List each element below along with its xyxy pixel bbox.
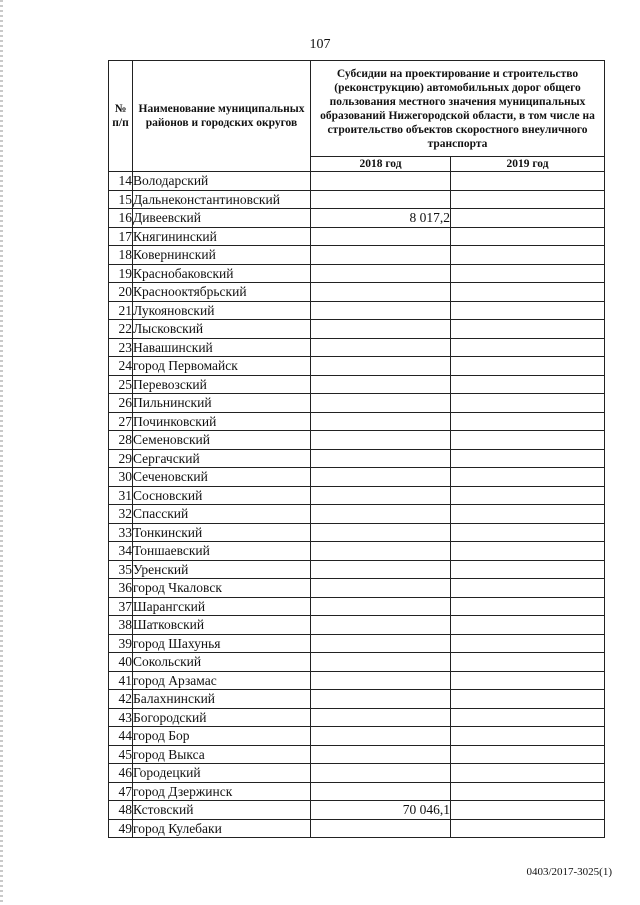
table-row: [109, 375, 605, 394]
table-row: [109, 264, 605, 283]
row-number: 31: [109, 486, 133, 505]
row-number: 26: [109, 394, 133, 413]
row-value-2019: [451, 394, 605, 413]
header-num: № п/п: [109, 61, 133, 172]
row-value-2018: [311, 394, 451, 413]
row-number: 27: [109, 412, 133, 431]
table-row: [109, 468, 605, 487]
header-name: Наименование муниципальных районов и городских округов: [133, 61, 311, 172]
row-municipality: город Первомайск: [133, 357, 311, 376]
row-value-2018: [311, 708, 451, 727]
table-row: [109, 523, 605, 542]
table-row: [109, 542, 605, 561]
row-number: 15: [109, 190, 133, 209]
row-value-2018: [311, 542, 451, 561]
row-value-2018: [311, 431, 451, 450]
row-municipality: Ковернинский: [133, 246, 311, 265]
row-value-2018: 70 046,1: [311, 801, 451, 820]
row-value-2019: [451, 301, 605, 320]
row-municipality: Шарангский: [133, 597, 311, 616]
row-municipality: город Чкаловск: [133, 579, 311, 598]
table-row: [109, 690, 605, 709]
row-value-2019: [451, 819, 605, 838]
row-value-2019: [451, 727, 605, 746]
row-municipality: Сеченовский: [133, 468, 311, 487]
row-municipality: Богородский: [133, 708, 311, 727]
row-number: 17: [109, 227, 133, 246]
table-row: [109, 449, 605, 468]
row-value-2019: [451, 653, 605, 672]
row-value-2019: [451, 486, 605, 505]
row-value-2018: 8 017,2: [311, 209, 451, 228]
row-municipality: Семеновский: [133, 431, 311, 450]
header-year-2018: 2018 год: [311, 157, 451, 172]
table-row: [109, 819, 605, 838]
row-value-2018: [311, 338, 451, 357]
row-value-2019: [451, 412, 605, 431]
row-value-2018: [311, 597, 451, 616]
table-row: [109, 579, 605, 598]
row-municipality: Перевозский: [133, 375, 311, 394]
table-row: [109, 505, 605, 524]
row-value-2018: [311, 412, 451, 431]
row-value-2018: [311, 653, 451, 672]
row-value-2019: [451, 708, 605, 727]
page-number: 107: [309, 37, 331, 52]
row-value-2019: [451, 505, 605, 524]
row-value-2018: [311, 227, 451, 246]
row-value-2019: [451, 801, 605, 820]
row-value-2018: [311, 671, 451, 690]
table-row: [109, 671, 605, 690]
row-municipality: город Шахунья: [133, 634, 311, 653]
row-number: 25: [109, 375, 133, 394]
row-value-2018: [311, 264, 451, 283]
row-value-2019: [451, 782, 605, 801]
row-value-2018: [311, 190, 451, 209]
row-number: 22: [109, 320, 133, 339]
row-value-2018: [311, 690, 451, 709]
row-municipality: Починковский: [133, 412, 311, 431]
row-value-2018: [311, 375, 451, 394]
row-value-2019: [451, 634, 605, 653]
row-value-2019: [451, 431, 605, 450]
header-subsidy: Субсидии на проектирование и строительство (реконструкцию) автомобильных дорог общего пользования местного значения муниципальных образований Нижегородской области, в том числе на строительство объектов скоростного внеуличного транспорта: [311, 61, 605, 157]
row-value-2019: [451, 320, 605, 339]
row-value-2019: [451, 338, 605, 357]
row-value-2018: [311, 172, 451, 191]
row-number: 48: [109, 801, 133, 820]
table-row: [109, 412, 605, 431]
row-municipality: Володарский: [133, 172, 311, 191]
row-value-2019: [451, 172, 605, 191]
row-municipality: Тонкинский: [133, 523, 311, 542]
row-number: 40: [109, 653, 133, 672]
row-municipality: Спасский: [133, 505, 311, 524]
row-value-2019: [451, 745, 605, 764]
row-municipality: Сергачский: [133, 449, 311, 468]
table-row: [109, 727, 605, 746]
row-municipality: Дивеевский: [133, 209, 311, 228]
table-row: [109, 172, 605, 191]
row-value-2019: [451, 246, 605, 265]
row-value-2019: [451, 468, 605, 487]
row-value-2018: [311, 523, 451, 542]
row-municipality: Балахнинский: [133, 690, 311, 709]
row-value-2019: [451, 671, 605, 690]
row-number: 38: [109, 616, 133, 635]
table-row: [109, 320, 605, 339]
table-row: [109, 634, 605, 653]
row-municipality: Шатковский: [133, 616, 311, 635]
row-value-2018: [311, 782, 451, 801]
table-body: [109, 172, 605, 838]
table-row: [109, 653, 605, 672]
row-municipality: город Кулебаки: [133, 819, 311, 838]
table-row: [109, 708, 605, 727]
row-number: 24: [109, 357, 133, 376]
row-municipality: Сокольский: [133, 653, 311, 672]
row-number: 47: [109, 782, 133, 801]
table-row: [109, 597, 605, 616]
row-number: 32: [109, 505, 133, 524]
table-row: [109, 338, 605, 357]
row-municipality: Дальнеконстантиновский: [133, 190, 311, 209]
table-row: [109, 801, 605, 820]
table-row: [109, 394, 605, 413]
row-number: 34: [109, 542, 133, 561]
row-number: 36: [109, 579, 133, 598]
row-value-2018: [311, 320, 451, 339]
row-value-2018: [311, 468, 451, 487]
table-row: [109, 782, 605, 801]
row-municipality: Сосновский: [133, 486, 311, 505]
row-number: 46: [109, 764, 133, 783]
row-municipality: Уренский: [133, 560, 311, 579]
row-value-2019: [451, 560, 605, 579]
row-value-2019: [451, 227, 605, 246]
table-row: [109, 190, 605, 209]
row-value-2018: [311, 246, 451, 265]
row-number: 21: [109, 301, 133, 320]
row-number: 28: [109, 431, 133, 450]
table-row: [109, 301, 605, 320]
subsidy-table: [108, 60, 605, 838]
row-number: 44: [109, 727, 133, 746]
table-row: [109, 486, 605, 505]
row-value-2019: [451, 597, 605, 616]
row-number: 37: [109, 597, 133, 616]
document-code: 0403/2017-3025(1): [526, 866, 612, 878]
row-number: 45: [109, 745, 133, 764]
row-municipality: город Бор: [133, 727, 311, 746]
table-row: [109, 560, 605, 579]
row-value-2019: [451, 209, 605, 228]
table-row: [109, 227, 605, 246]
row-municipality: Лукояновский: [133, 301, 311, 320]
row-number: 41: [109, 671, 133, 690]
row-value-2018: [311, 727, 451, 746]
row-municipality: Городецкий: [133, 764, 311, 783]
row-municipality: Навашинский: [133, 338, 311, 357]
table-row: [109, 357, 605, 376]
row-value-2018: [311, 301, 451, 320]
row-number: 49: [109, 819, 133, 838]
row-value-2019: [451, 523, 605, 542]
scan-edge: [0, 0, 3, 905]
row-value-2019: [451, 264, 605, 283]
table-row: [109, 745, 605, 764]
row-value-2018: [311, 486, 451, 505]
row-value-2018: [311, 634, 451, 653]
row-value-2018: [311, 449, 451, 468]
row-value-2018: [311, 616, 451, 635]
row-municipality: город Дзержинск: [133, 782, 311, 801]
row-number: 14: [109, 172, 133, 191]
row-value-2019: [451, 190, 605, 209]
table-row: [109, 616, 605, 635]
row-number: 35: [109, 560, 133, 579]
row-municipality: Тоншаевский: [133, 542, 311, 561]
row-value-2019: [451, 579, 605, 598]
row-number: 20: [109, 283, 133, 302]
row-municipality: Княгининский: [133, 227, 311, 246]
row-value-2019: [451, 357, 605, 376]
row-number: 33: [109, 523, 133, 542]
row-value-2018: [311, 560, 451, 579]
table-row: [109, 764, 605, 783]
row-number: 18: [109, 246, 133, 265]
row-municipality: город Выкса: [133, 745, 311, 764]
row-value-2019: [451, 764, 605, 783]
row-value-2018: [311, 819, 451, 838]
row-value-2019: [451, 690, 605, 709]
row-value-2019: [451, 283, 605, 302]
row-value-2019: [451, 449, 605, 468]
row-municipality: Лысковский: [133, 320, 311, 339]
row-municipality: Краснооктябрьский: [133, 283, 311, 302]
row-number: 29: [109, 449, 133, 468]
row-number: 23: [109, 338, 133, 357]
row-value-2018: [311, 505, 451, 524]
row-value-2019: [451, 542, 605, 561]
row-municipality: Краснобаковский: [133, 264, 311, 283]
row-municipality: Кстовский: [133, 801, 311, 820]
row-value-2018: [311, 357, 451, 376]
row-municipality: город Арзамас: [133, 671, 311, 690]
table-row: [109, 246, 605, 265]
row-number: 30: [109, 468, 133, 487]
row-municipality: Пильнинский: [133, 394, 311, 413]
row-number: 42: [109, 690, 133, 709]
row-value-2018: [311, 283, 451, 302]
header-year-2019: 2019 год: [451, 157, 605, 172]
row-value-2019: [451, 616, 605, 635]
table-row: [109, 209, 605, 228]
table-row: [109, 283, 605, 302]
row-value-2018: [311, 764, 451, 783]
row-value-2019: [451, 375, 605, 394]
row-number: 19: [109, 264, 133, 283]
row-number: 16: [109, 209, 133, 228]
row-value-2018: [311, 579, 451, 598]
table-row: [109, 431, 605, 450]
row-number: 43: [109, 708, 133, 727]
row-value-2018: [311, 745, 451, 764]
row-number: 39: [109, 634, 133, 653]
